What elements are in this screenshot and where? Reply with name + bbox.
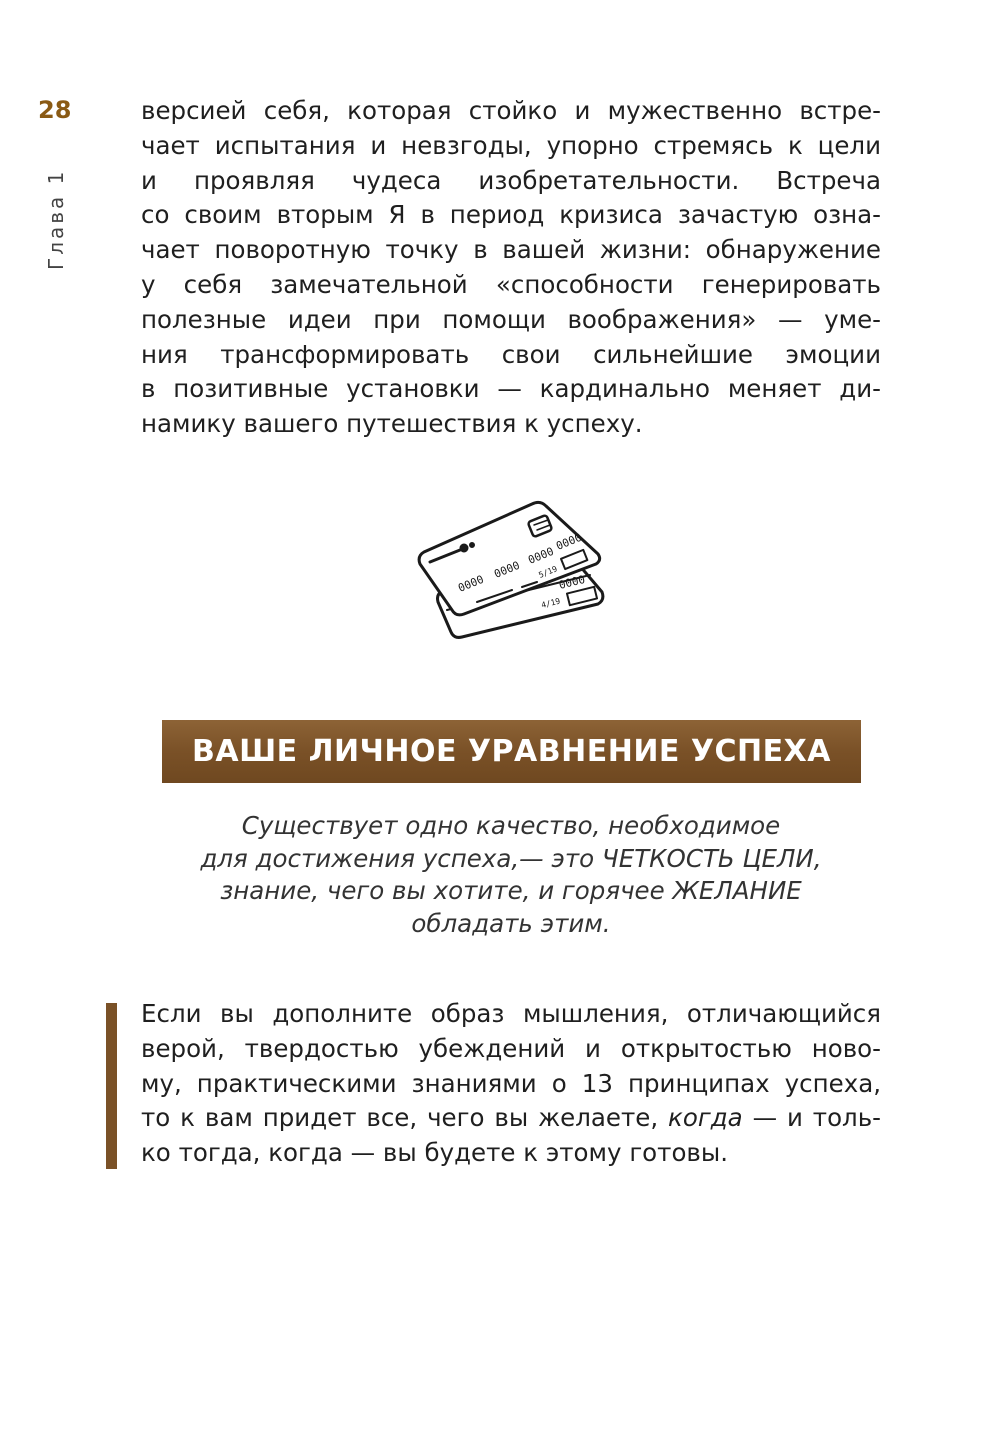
paragraph-2-line: Если вы дополните образ мышления, отличающийся: [141, 999, 881, 1028]
paragraph-1-line: полезные идеи при помощи воображения» — уме-: [141, 304, 881, 334]
page-number: 28: [38, 96, 72, 124]
paragraph-1-line: намику вашего путешествия к успеху.: [141, 409, 643, 439]
quote-line: Существует одно качество, необходимое: [241, 811, 781, 840]
credit-cards-icon: [412, 492, 612, 647]
paragraph-1-line: чает поворотную точку в вашей жизни: обнаружение: [141, 235, 881, 265]
paragraph-2-line: [141, 1101, 881, 1136]
paragraph-2-text: то к вам придет все, чего вы желаете,: [141, 1103, 669, 1133]
card-number: 0000: [526, 544, 556, 567]
quote-line: для достижения успеха,— это ЧЕТКОСТЬ ЦЕЛИ,: [200, 843, 822, 873]
paragraph-1-line: чает испытания и невзгоды, упорно стремясь к цели: [141, 130, 881, 160]
paragraph-2-text: — и толь-: [742, 1103, 881, 1133]
paragraph-2-line: му, практическими знаниями о 13 принципах успеха,: [141, 1068, 881, 1098]
quote-line: знание, чего вы хотите, и горячее ЖЕЛАНИЕ: [220, 876, 802, 905]
paragraph-1-line: ния трансформировать свои сильнейшие эмоции: [141, 339, 881, 369]
quote-line: обладать этим.: [411, 908, 611, 938]
paragraph-2-line: верой, твердостью убеждений и открытостью ново-: [141, 1033, 881, 1063]
paragraph-2: [141, 997, 881, 1171]
card-number: 0000: [554, 530, 584, 553]
paragraph-1-line: и проявляя чудеса изобретательности. Встреча: [141, 165, 881, 195]
section-heading: ВАШЕ ЛИЧНОЕ УРАВНЕНИЕ УСПЕХА: [192, 734, 831, 769]
card-number: 0000: [557, 572, 587, 592]
paragraph-1-line: у себя замечательной «способности генерировать: [141, 269, 881, 299]
paragraph-1-line: версией себя, которая стойко и мужественно встре-: [141, 96, 881, 125]
emphasis-when: когда: [668, 1103, 743, 1133]
quote: [141, 810, 881, 940]
section-heading-banner: [162, 720, 861, 783]
chapter-label: Глава 1: [44, 168, 68, 270]
card-number: 0000: [456, 572, 486, 595]
card-expiry: 5/19: [537, 564, 559, 580]
card-number: 0000: [492, 558, 522, 581]
paragraph-1-line: со своим вторым Я в период кризиса зачастую озна-: [141, 200, 881, 230]
paragraph-2-line: ко тогда, когда — вы будете к этому готовы.: [141, 1138, 729, 1168]
paragraph-1-line: в позитивные установки — кардинально меняет ди-: [141, 374, 881, 404]
paragraph-1: [141, 94, 881, 442]
paragraph-accent-bar: [106, 1003, 117, 1169]
card-expiry: 4/19: [540, 596, 562, 610]
